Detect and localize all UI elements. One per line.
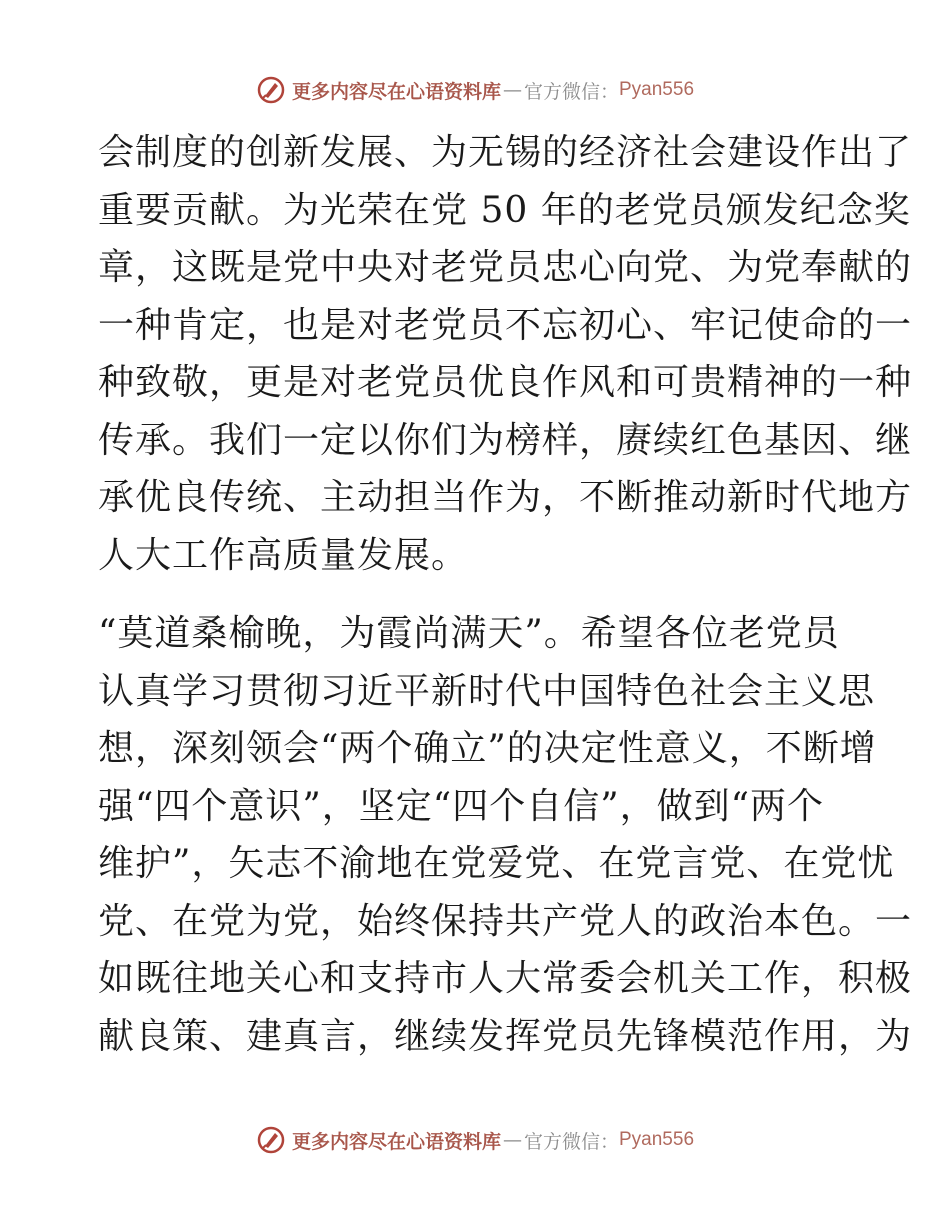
text-line: 献良策、建真言，继续发挥党员先锋模范作用，为 bbox=[98, 1015, 913, 1057]
watermark-site-name: 更多内容尽在心语资料库 bbox=[291, 80, 501, 103]
pen-logo-icon bbox=[256, 75, 286, 105]
text-line: 强“四个意识”，坚定“四个自信”，做到“两个 bbox=[98, 785, 825, 827]
text-line: “莫道桑榆晚，为霞尚满天”。希望各位老党员 bbox=[98, 613, 840, 654]
text-line: 会制度的创新发展、为无锡的经济社会建设作出了 bbox=[98, 132, 913, 173]
paragraph bbox=[98, 605, 913, 1065]
watermark-dash: — bbox=[502, 1129, 522, 1151]
header-watermark-banner bbox=[0, 70, 950, 110]
text-line: 想，深刻领会“两个确立”的决定性意义，不断增 bbox=[98, 728, 877, 769]
text-line: 人大工作高质量发展。 bbox=[98, 534, 469, 576]
watermark-wechat-label: 官方微信： bbox=[523, 1130, 619, 1153]
text-line: 重要贡献。为光荣在党 50 年的老党员颁发纪念奖 bbox=[98, 189, 911, 231]
watermark-site-name: 更多内容尽在心语资料库 bbox=[291, 1130, 501, 1153]
text-line: 认真学习贯彻习近平新时代中国特色社会主义思 bbox=[98, 670, 876, 712]
text-line: 维护”，矢志不渝地在党爱党、在党言党、在党忧 bbox=[98, 843, 895, 884]
watermark-wechat-label: 官方微信： bbox=[523, 80, 619, 103]
footer-watermark-banner bbox=[0, 1120, 950, 1160]
pen-logo-icon bbox=[256, 1125, 286, 1155]
watermark-wechat-account: Pyan556 bbox=[619, 1129, 695, 1150]
document-body bbox=[98, 124, 913, 1065]
paragraph bbox=[98, 124, 913, 584]
text-line: 种致敬，更是对老党员优良作风和可贵精神的一种 bbox=[98, 362, 913, 403]
text-line: 章，这既是党中央对老党员忠心向党、为党奉献的 bbox=[98, 247, 913, 288]
text-line: 承优良传统、主动担当作为，不断推动新时代地方 bbox=[98, 477, 913, 518]
text-line: 一种肯定，也是对老党员不忘初心、牢记使命的一 bbox=[98, 304, 913, 346]
watermark-dash: — bbox=[502, 79, 522, 101]
text-line: 党、在党为党，始终保持共产党人的政治本色。一 bbox=[98, 900, 913, 942]
text-line: 如既往地关心和支持市人大常委会机关工作，积极 bbox=[98, 958, 913, 999]
watermark-wechat-account: Pyan556 bbox=[619, 79, 695, 100]
text-line: 传承。我们一定以你们为榜样，赓续红色基因、继 bbox=[98, 419, 913, 461]
